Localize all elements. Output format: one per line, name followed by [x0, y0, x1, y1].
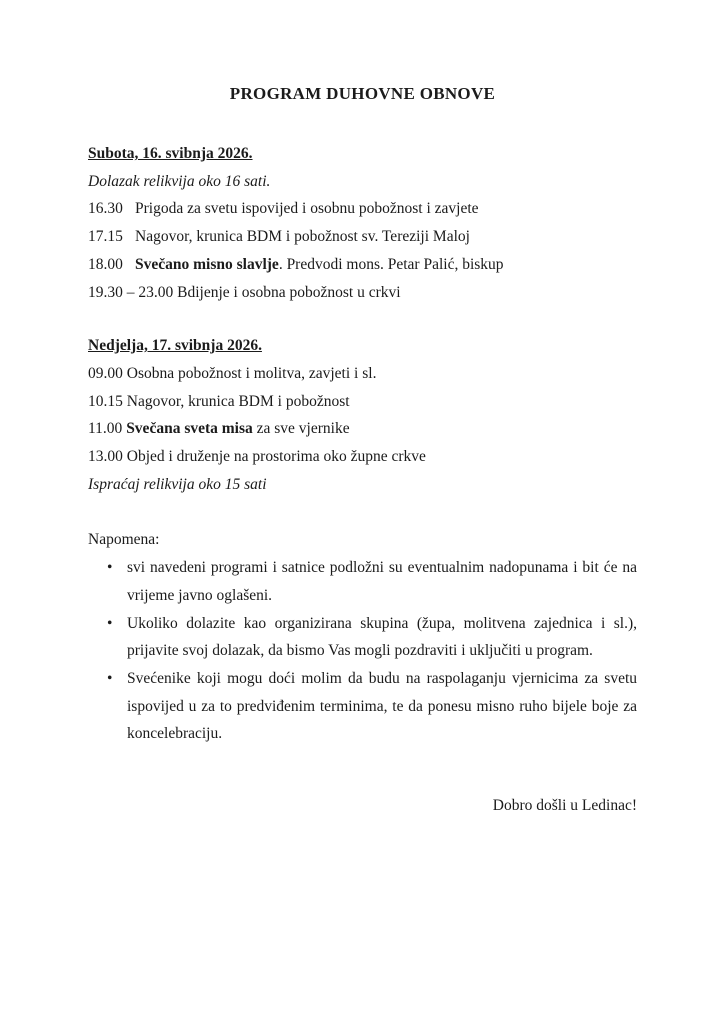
saturday-heading — [88, 140, 637, 168]
schedule-item — [88, 388, 637, 416]
schedule-item — [88, 223, 637, 251]
schedule-text: Nagovor, krunica BDM i pobožnost — [126, 392, 350, 410]
notes-section — [88, 526, 637, 748]
closing-welcome-text: Dobro došli u Ledinac! — [492, 797, 637, 815]
notes-heading: Napomena: — [88, 531, 160, 549]
schedule-text: Prigoda za svetu ispovijed i osobnu pobožnost i zavjete — [135, 200, 479, 218]
sunday-departure-note: Ispraćaj relikvija oko 15 sati — [88, 475, 267, 493]
schedule-item — [88, 360, 637, 388]
saturday-section — [88, 140, 637, 306]
saturday-heading-text: Subota, 16. svibnja 2026. — [88, 145, 253, 162]
schedule-text-bold: Svečana sveta misa — [126, 420, 253, 438]
document-title: PROGRAM DUHOVNE OBNOVE — [229, 84, 496, 103]
note-bullet: • svi navedeni programi i satnice podložni su eventualnim nadopunama i bit će na vrijeme javno oglašeni. — [88, 554, 637, 609]
schedule-item — [88, 279, 637, 307]
note-bullet: • Svećenike koji mogu doći molim da budu na raspolaganju vjernicima za svetu ispovijed u za to predviđenim terminima, te da ponesu misno ruho bijele boje za koncelebraciju. — [88, 665, 637, 748]
schedule-text: Objed i druženje na prostorima oko župne crkve — [126, 448, 426, 466]
schedule-item — [88, 251, 637, 279]
schedule-item — [88, 415, 637, 443]
time-label: 10.15 — [88, 392, 123, 410]
schedule-text-bold: Svečano misno slavlje — [135, 255, 279, 273]
time-label: 19.30 – 23.00 — [88, 283, 174, 301]
sunday-heading — [88, 332, 637, 360]
schedule-text: . Predvodi mons. Petar Palić, biskup — [278, 255, 504, 273]
saturday-arrival-note: Dolazak relikvija oko 16 sati. — [88, 172, 271, 190]
schedule-text: Osobna pobožnost i molitva, zavjeti i sl. — [126, 364, 377, 382]
time-label: 18.00 — [88, 255, 123, 273]
time-label: 17.15 — [88, 228, 123, 246]
time-label: 09.00 — [88, 364, 123, 382]
time-label: 16.30 — [88, 200, 123, 218]
time-label: 13.00 — [88, 448, 123, 466]
time-label: 11.00 — [88, 420, 123, 438]
schedule-text: Bdijenje i osobna pobožnost u crkvi — [177, 283, 401, 301]
schedule-text: Nagovor, krunica BDM i pobožnost sv. Tereziji Maloj — [135, 228, 470, 246]
schedule-item — [88, 195, 637, 223]
note-bullet: • Ukoliko dolazite kao organizirana skupina (župa, molitvena zajednica i sl.), prijavite svoj dolazak, da bismo Vas mogli pozdraviti i uključiti u program. — [88, 610, 637, 665]
schedule-text: za sve vjernike — [252, 420, 350, 438]
sunday-heading-text: Nedjelja, 17. svibnja 2026. — [88, 337, 262, 355]
schedule-item — [88, 443, 637, 471]
sunday-section — [88, 332, 637, 498]
notes-list — [88, 554, 637, 748]
